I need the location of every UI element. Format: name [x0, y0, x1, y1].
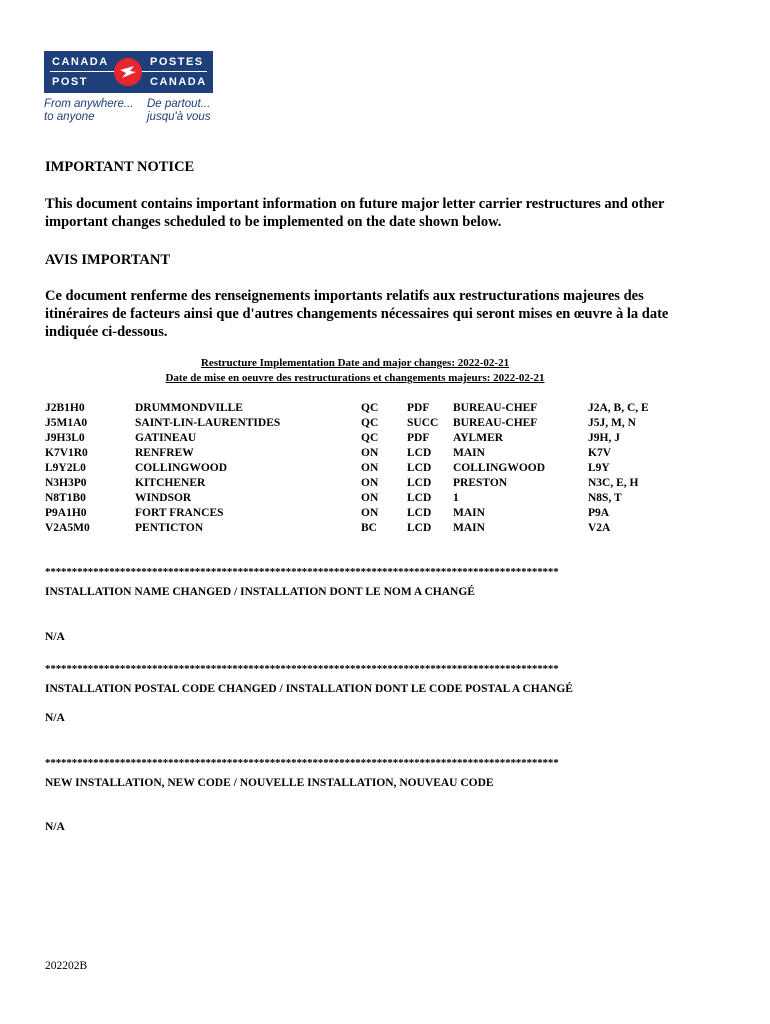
cell-installation: 1: [453, 492, 459, 504]
cell-installation: MAIN: [453, 522, 485, 534]
cell-type: LCD: [407, 462, 432, 474]
cell-prov: BC: [361, 522, 377, 534]
cell-installation: AYLMER: [453, 432, 504, 444]
logo-text-canada-en: CANADA: [52, 56, 109, 68]
cell-fsa: P9A: [588, 507, 610, 519]
tagline-fr-line-1: De partout...: [147, 98, 211, 110]
logo-text-post: POST: [52, 76, 88, 88]
separator-line: ************************************************************************************************: [45, 757, 559, 769]
canada-post-logo: [44, 51, 234, 127]
cell-fsa: J5J, M, N: [588, 417, 636, 429]
section-value-postal-code-changed: N/A: [45, 712, 65, 724]
cell-code: N3H3P0: [45, 477, 87, 489]
cell-installation: COLLINGWOOD: [453, 462, 546, 474]
cell-prov: ON: [361, 477, 379, 489]
cell-code: J2B1H0: [45, 402, 85, 414]
cell-installation: PRESTON: [453, 477, 508, 489]
cell-prov: ON: [361, 447, 379, 459]
section-title-new-installation: NEW INSTALLATION, NEW CODE / NOUVELLE INSTALLATION, NOUVEAU CODE: [45, 777, 494, 789]
cell-type: LCD: [407, 477, 432, 489]
cell-installation: MAIN: [453, 447, 485, 459]
cell-prov: QC: [361, 417, 379, 429]
cell-name: KITCHENER: [135, 477, 206, 489]
section-value-new-installation: N/A: [45, 821, 65, 833]
cell-name: FORT FRANCES: [135, 507, 224, 519]
cell-type: LCD: [407, 447, 432, 459]
cell-type: PDF: [407, 432, 430, 444]
cell-type: LCD: [407, 492, 432, 504]
restructure-header-fr: Date de mise en oeuvre des restructurations et changements majeurs: 2022-02-21: [165, 372, 545, 384]
cell-fsa: J9H, J: [588, 432, 620, 444]
logo-banner: [44, 51, 213, 93]
cell-prov: ON: [361, 507, 379, 519]
cell-code: P9A1H0: [45, 507, 87, 519]
tagline-en-line-1: From anywhere...: [44, 98, 134, 110]
cell-name: RENFREW: [135, 447, 194, 459]
section-title-name-changed: INSTALLATION NAME CHANGED / INSTALLATION DONT LE NOM A CHANGÉ: [45, 586, 475, 598]
cell-code: J9H3L0: [45, 432, 85, 444]
cell-prov: ON: [361, 492, 379, 504]
cell-fsa: J2A, B, C, E: [588, 402, 649, 414]
cell-fsa: K7V: [588, 447, 611, 459]
section-title-postal-code-changed: INSTALLATION POSTAL CODE CHANGED / INSTALLATION DONT LE CODE POSTAL A CHANGÉ: [45, 683, 573, 695]
cell-code: N8T1B0: [45, 492, 86, 504]
cell-fsa: N3C, E, H: [588, 477, 639, 489]
cell-type: LCD: [407, 522, 432, 534]
separator-line: ************************************************************************************************: [45, 663, 559, 675]
cell-name: PENTICTON: [135, 522, 204, 534]
cell-installation: BUREAU-CHEF: [453, 417, 538, 429]
tagline-en: [44, 98, 133, 124]
cell-prov: QC: [361, 432, 379, 444]
canada-post-emblem-icon: [114, 58, 142, 86]
cell-type: SUCC: [407, 417, 439, 429]
cell-fsa: N8S, T: [588, 492, 622, 504]
cell-prov: QC: [361, 402, 379, 414]
tagline-en-line-2: to anyone: [44, 111, 95, 123]
document-id: 202202B: [45, 960, 88, 972]
restructure-header-en: Restructure Implementation Date and major changes: 2022-02-21: [200, 357, 510, 369]
notice-title-fr: AVIS IMPORTANT: [45, 252, 171, 268]
cell-prov: ON: [361, 462, 379, 474]
cell-fsa: V2A: [588, 522, 611, 534]
notice-body-fr: Ce document renferme des renseignements importants relatifs aux restructurations majeures des itinéraires de facteurs ainsi que d'autres changements nécessaires qui seront mises en œuvre à la date indiquée ci-dessous.: [45, 288, 669, 340]
separator-line: ************************************************************************************************: [45, 566, 559, 578]
cell-installation: MAIN: [453, 507, 485, 519]
cell-name: WINDSOR: [135, 492, 192, 504]
cell-installation: BUREAU-CHEF: [453, 402, 538, 414]
cell-code: L9Y2L0: [45, 462, 86, 474]
tagline-fr-line-2: jusqu'à vous: [147, 111, 211, 123]
section-value-name-changed: N/A: [45, 631, 65, 643]
cell-name: DRUMMONDVILLE: [135, 402, 243, 414]
cell-code: K7V1R0: [45, 447, 88, 459]
cell-code: J5M1A0: [45, 417, 88, 429]
notice-title-en: IMPORTANT NOTICE: [45, 159, 195, 175]
tagline-fr: [147, 98, 211, 124]
cell-name: SAINT-LIN-LAURENTIDES: [135, 417, 281, 429]
notice-body-en: This document contains important information on future major letter carrier restructures and other important changes scheduled to be implemented on the date shown below.: [45, 196, 665, 230]
cell-code: V2A5M0: [45, 522, 90, 534]
cell-type: LCD: [407, 507, 432, 519]
cell-name: COLLINGWOOD: [135, 462, 228, 474]
cell-name: GATINEAU: [135, 432, 197, 444]
cell-type: PDF: [407, 402, 430, 414]
cell-fsa: L9Y: [588, 462, 610, 474]
logo-text-postes: POSTES: [150, 56, 204, 68]
logo-text-canada-fr: CANADA: [150, 76, 207, 88]
